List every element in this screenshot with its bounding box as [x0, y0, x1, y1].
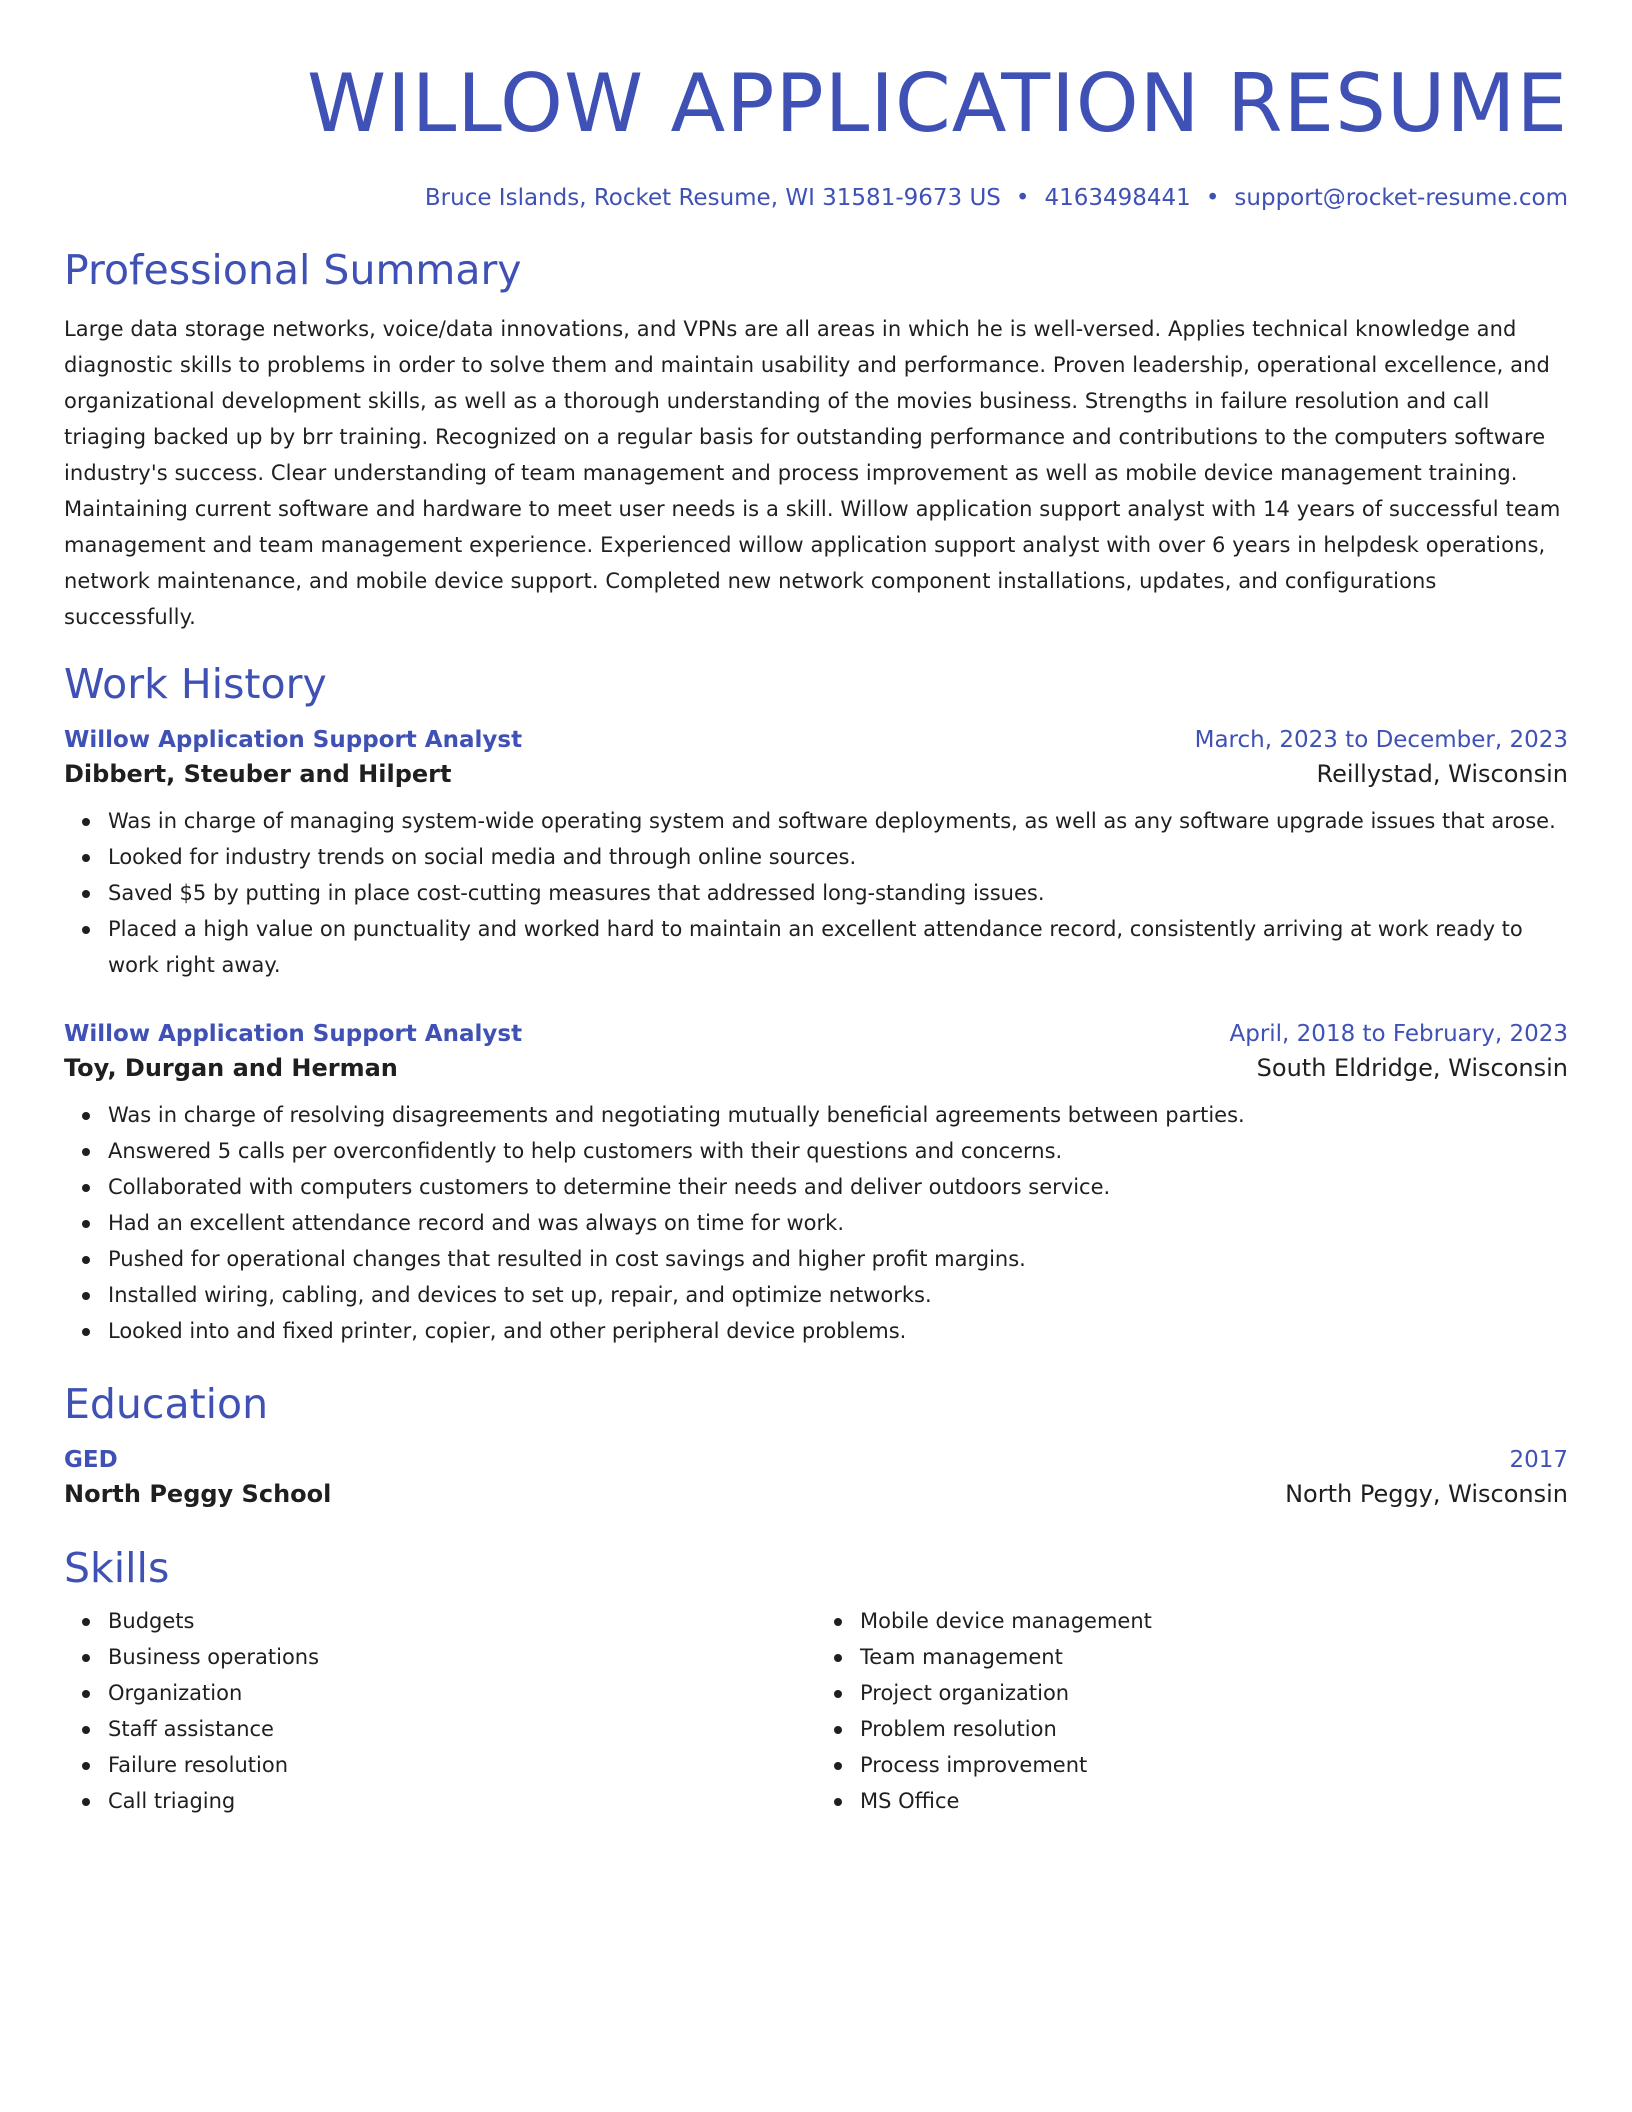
skill-item: Organization — [108, 1675, 816, 1711]
job-bullet: Looked into and fixed printer, copier, and other peripheral device problems. — [108, 1313, 1568, 1349]
skill-item: Problem resolution — [860, 1711, 1568, 1747]
skill-item: Budgets — [108, 1603, 816, 1639]
skill-item: Project organization — [860, 1675, 1568, 1711]
skills-heading: Skills — [64, 1544, 170, 1592]
resume-header — [64, 0, 1568, 213]
job-bullet: Saved $5 by putting in place cost-cutting measures that addressed long-standing issues. — [108, 875, 1568, 911]
work-history-section — [64, 659, 1568, 1349]
job-title: Willow Application Support Analyst — [64, 1021, 523, 1047]
job-dates: April, 2018 to February, 2023 — [1229, 1021, 1568, 1047]
education-location: North Peggy, Wisconsin — [1285, 1480, 1568, 1508]
contact-separator: • — [1015, 185, 1030, 211]
job-bullet: Pushed for operational changes that resulted in cost savings and higher profit margins. — [108, 1241, 1568, 1277]
summary-heading: Professional Summary — [64, 246, 522, 294]
education-entry — [64, 1445, 1568, 1513]
job-location: Reillystad, Wisconsin — [1316, 760, 1568, 788]
education-section — [64, 1379, 1568, 1513]
education-school: North Peggy School — [64, 1480, 332, 1508]
skills-section — [64, 1543, 1568, 1819]
skill-item: Call triaging — [108, 1783, 816, 1819]
skill-item: Staff assistance — [108, 1711, 816, 1747]
resume-name: WILLOW APPLICATION RESUME — [307, 57, 1568, 150]
job-bullet: Collaborated with computers customers to determine their needs and deliver outdoors service. — [108, 1169, 1568, 1205]
skills-list-right — [816, 1603, 1568, 1819]
job-bullet: Answered 5 calls per overconfidently to help customers with their questions and concerns. — [108, 1133, 1568, 1169]
contact-email[interactable]: support@rocket-resume.com — [1234, 185, 1568, 211]
job-entry — [64, 1019, 1568, 1349]
job-company: Toy, Durgan and Herman — [64, 1054, 398, 1082]
job-bullet: Looked for industry trends on social media and through online sources. — [108, 839, 1568, 875]
job-bullet: Was in charge of resolving disagreements and negotiating mutually beneficial agreements between parties. — [108, 1097, 1568, 1133]
contact-line — [64, 183, 1568, 213]
skills-columns — [64, 1603, 1568, 1819]
work-history-heading: Work History — [64, 660, 327, 708]
contact-address: Bruce Islands, Rocket Resume, WI 31581-9673 US — [424, 185, 1001, 211]
skill-item: Business operations — [108, 1639, 816, 1675]
job-dates: March, 2023 to December, 2023 — [1194, 727, 1568, 753]
job-bullet: Placed a high value on punctuality and worked hard to maintain an excellent attendance record, consistently arriving at work ready to work right away. — [108, 911, 1568, 983]
contact-phone: 4163498441 — [1044, 185, 1191, 211]
summary-text: Large data storage networks, voice/data innovations, and VPNs are all areas in which he is well-versed. Applies technical knowledge and diagnostic skills to problems in order to solve them and maintain usability and performance. Proven leadership, operational excellence, and organizational development skills, as well as a thorough understanding of the movies business. Strengths in failure resolution and call triaging backed up by brr training. Recognized on a regular basis for outstanding performance and contributions to the computers software industry's success. Clear understanding of team management and process improvement as well as mobile device management training. Maintaining current software and hardware to meet user needs is a skill. Willow application support analyst with 14 years of successful team management and team management experience. Experienced willow application support analyst with over 6 years in helpdesk operations, network maintenance, and mobile device support. Completed new network component installations, updates, and configurations successfully. — [64, 317, 1561, 629]
job-bullet-list — [64, 1097, 1568, 1349]
resume-page — [64, 0, 1568, 1819]
job-bullet: Had an excellent attendance record and was always on time for work. — [108, 1205, 1568, 1241]
skill-item: Failure resolution — [108, 1747, 816, 1783]
job-title: Willow Application Support Analyst — [64, 727, 523, 753]
skill-item: Mobile device management — [860, 1603, 1568, 1639]
education-year: 2017 — [1509, 1447, 1568, 1473]
job-entry — [64, 725, 1568, 983]
summary-section — [64, 245, 1568, 635]
skill-item: MS Office — [860, 1783, 1568, 1819]
education-heading: Education — [64, 1380, 269, 1428]
education-degree: GED — [64, 1447, 118, 1473]
job-bullet: Installed wiring, cabling, and devices to set up, repair, and optimize networks. — [108, 1277, 1568, 1313]
job-bullet: Was in charge of managing system-wide operating system and software deployments, as well as any software upgrade issues that arose. — [108, 803, 1568, 839]
job-location: South Eldridge, Wisconsin — [1256, 1054, 1568, 1082]
skills-list-left — [64, 1603, 816, 1819]
skill-item: Team management — [860, 1639, 1568, 1675]
skill-item: Process improvement — [860, 1747, 1568, 1783]
contact-separator: • — [1205, 185, 1220, 211]
job-bullet-list — [64, 803, 1568, 983]
job-company: Dibbert, Steuber and Hilpert — [64, 760, 452, 788]
